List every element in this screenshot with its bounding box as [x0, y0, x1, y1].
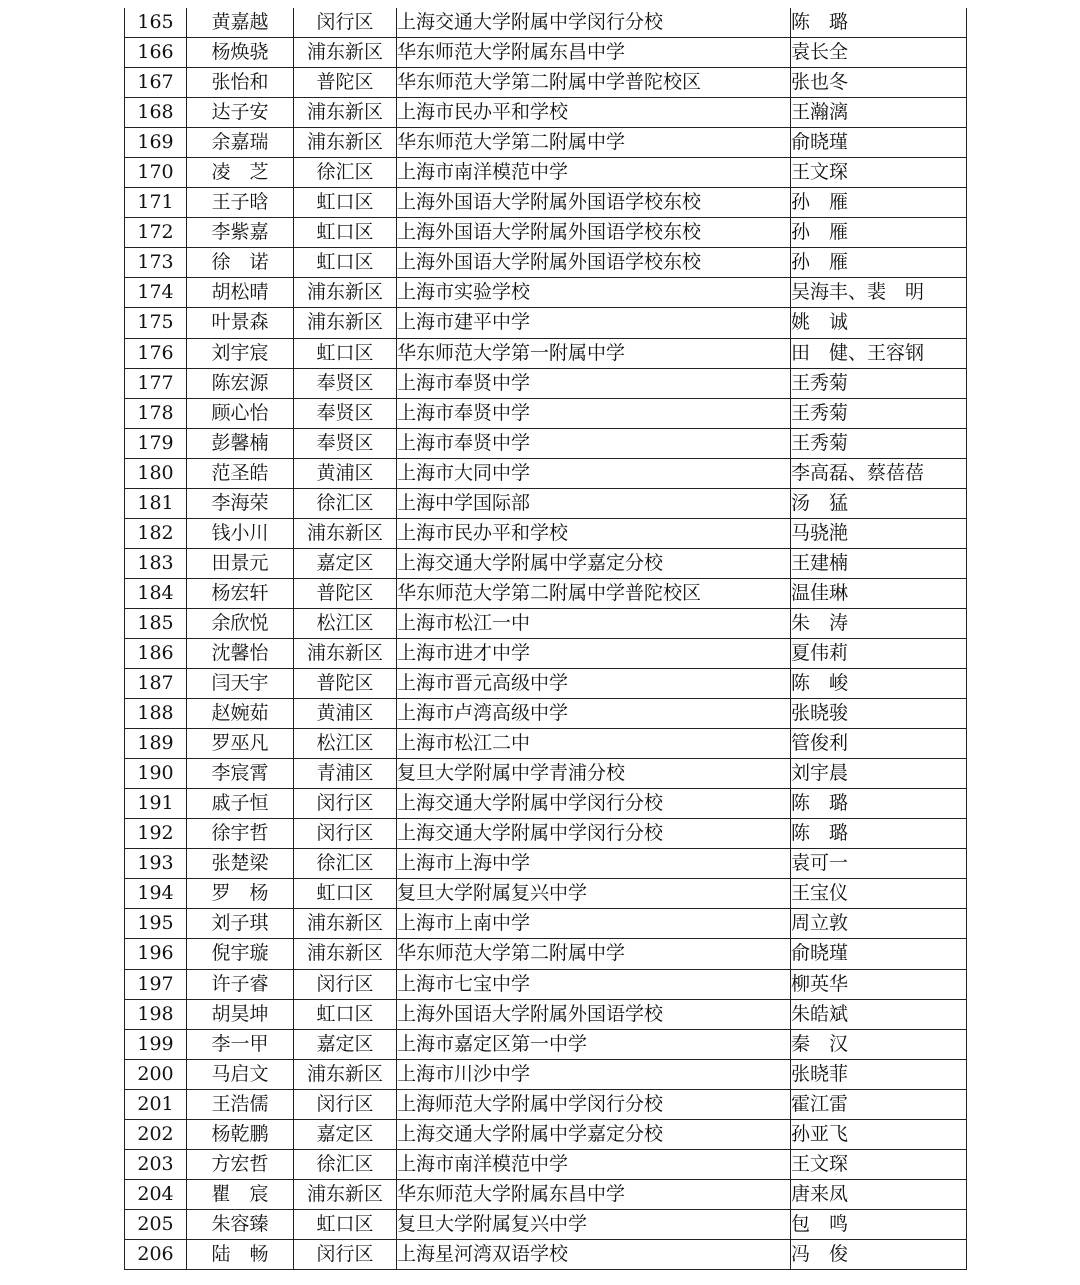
school-name: 华东师范大学附属东昌中学	[397, 1179, 791, 1209]
student-name: 杨焕骁	[187, 38, 294, 68]
roster-table	[124, 8, 967, 1270]
student-name: 陆 畅	[187, 1239, 294, 1269]
school-name: 上海外国语大学附属外国语学校	[397, 999, 791, 1029]
table-row	[125, 849, 967, 879]
student-name: 马启文	[187, 1059, 294, 1089]
district: 普陀区	[294, 68, 397, 98]
row-number: 191	[125, 789, 187, 819]
row-number: 178	[125, 398, 187, 428]
table-row	[125, 248, 967, 278]
student-name: 方宏哲	[187, 1149, 294, 1179]
school-name: 上海市七宝中学	[397, 969, 791, 999]
table-row	[125, 1119, 967, 1149]
district: 闵行区	[294, 8, 397, 38]
row-number: 166	[125, 38, 187, 68]
row-number: 175	[125, 308, 187, 338]
school-name: 上海市南洋模范中学	[397, 158, 791, 188]
row-number: 190	[125, 759, 187, 789]
teacher-name: 袁可一	[791, 849, 967, 879]
district: 徐汇区	[294, 849, 397, 879]
district: 徐汇区	[294, 1149, 397, 1179]
teacher-name: 唐来凤	[791, 1179, 967, 1209]
teacher-name: 俞晓瑾	[791, 128, 967, 158]
row-number: 168	[125, 98, 187, 128]
table-row	[125, 38, 967, 68]
table-row	[125, 759, 967, 789]
school-name: 上海师范大学附属中学闵行分校	[397, 1089, 791, 1119]
row-number: 199	[125, 1029, 187, 1059]
student-name: 李紫嘉	[187, 218, 294, 248]
row-number: 183	[125, 548, 187, 578]
student-name: 李一甲	[187, 1029, 294, 1059]
student-name: 杨乾鹏	[187, 1119, 294, 1149]
teacher-name: 汤 猛	[791, 488, 967, 518]
district: 闵行区	[294, 1089, 397, 1119]
row-number: 182	[125, 518, 187, 548]
teacher-name: 孙 雁	[791, 218, 967, 248]
school-name: 华东师范大学第二附属中学	[397, 128, 791, 158]
school-name: 上海交通大学附属中学闵行分校	[397, 819, 791, 849]
school-name: 上海交通大学附属中学嘉定分校	[397, 548, 791, 578]
school-name: 上海市南洋模范中学	[397, 1149, 791, 1179]
row-number: 203	[125, 1149, 187, 1179]
table-row	[125, 68, 967, 98]
school-name: 上海市奉贤中学	[397, 398, 791, 428]
district: 浦东新区	[294, 638, 397, 668]
row-number: 205	[125, 1209, 187, 1239]
teacher-name: 王秀菊	[791, 368, 967, 398]
school-name: 上海市奉贤中学	[397, 428, 791, 458]
student-name: 戚子恒	[187, 789, 294, 819]
teacher-name: 陈 璐	[791, 819, 967, 849]
table-row	[125, 128, 967, 158]
row-number: 172	[125, 218, 187, 248]
district: 浦东新区	[294, 518, 397, 548]
teacher-name: 张晓骏	[791, 699, 967, 729]
row-number: 197	[125, 969, 187, 999]
teacher-name: 王瀚漓	[791, 98, 967, 128]
district: 奉贤区	[294, 428, 397, 458]
student-name: 余欣悦	[187, 608, 294, 638]
row-number: 200	[125, 1059, 187, 1089]
table-row	[125, 1209, 967, 1239]
district: 闵行区	[294, 789, 397, 819]
student-name: 李海荣	[187, 488, 294, 518]
teacher-name: 夏伟莉	[791, 638, 967, 668]
table-row	[125, 699, 967, 729]
teacher-name: 陈 璐	[791, 8, 967, 38]
teacher-name: 刘宇晨	[791, 759, 967, 789]
row-number: 202	[125, 1119, 187, 1149]
row-number: 176	[125, 338, 187, 368]
district: 嘉定区	[294, 1029, 397, 1059]
school-name: 上海市上南中学	[397, 909, 791, 939]
teacher-name: 吴海丰、裴 明	[791, 278, 967, 308]
row-number: 171	[125, 188, 187, 218]
school-name: 华东师范大学第二附属中学普陀校区	[397, 578, 791, 608]
table-row	[125, 909, 967, 939]
row-number: 196	[125, 939, 187, 969]
teacher-name: 柳英华	[791, 969, 967, 999]
row-number: 167	[125, 68, 187, 98]
teacher-name: 朱 涛	[791, 608, 967, 638]
school-name: 上海市松江二中	[397, 729, 791, 759]
student-name: 罗 杨	[187, 879, 294, 909]
teacher-name: 孙 雁	[791, 248, 967, 278]
school-name: 上海市建平中学	[397, 308, 791, 338]
district: 松江区	[294, 729, 397, 759]
student-name: 彭馨楠	[187, 428, 294, 458]
row-number: 192	[125, 819, 187, 849]
district: 浦东新区	[294, 98, 397, 128]
student-name: 刘子琪	[187, 909, 294, 939]
district: 青浦区	[294, 759, 397, 789]
table-row	[125, 338, 967, 368]
row-number: 186	[125, 638, 187, 668]
table-row	[125, 8, 967, 38]
row-number: 201	[125, 1089, 187, 1119]
student-name: 叶景森	[187, 308, 294, 338]
row-number: 198	[125, 999, 187, 1029]
school-name: 上海外国语大学附属外国语学校东校	[397, 218, 791, 248]
student-name: 张怡和	[187, 68, 294, 98]
school-name: 上海市进才中学	[397, 638, 791, 668]
table-row	[125, 1149, 967, 1179]
school-name: 华东师范大学第二附属中学普陀校区	[397, 68, 791, 98]
table-row	[125, 939, 967, 969]
district: 虹口区	[294, 999, 397, 1029]
row-number: 189	[125, 729, 187, 759]
school-name: 华东师范大学第一附属中学	[397, 338, 791, 368]
district: 嘉定区	[294, 548, 397, 578]
row-number: 184	[125, 578, 187, 608]
school-name: 复旦大学附属复兴中学	[397, 879, 791, 909]
teacher-name: 田 健、王容钢	[791, 338, 967, 368]
district: 嘉定区	[294, 1119, 397, 1149]
student-name: 余嘉瑞	[187, 128, 294, 158]
student-name: 王浩儒	[187, 1089, 294, 1119]
row-number: 174	[125, 278, 187, 308]
table-row	[125, 488, 967, 518]
district: 浦东新区	[294, 308, 397, 338]
row-number: 170	[125, 158, 187, 188]
school-name: 上海交通大学附属中学闵行分校	[397, 789, 791, 819]
table-row	[125, 548, 967, 578]
table-row	[125, 368, 967, 398]
student-name: 罗巫凡	[187, 729, 294, 759]
district: 浦东新区	[294, 128, 397, 158]
district: 浦东新区	[294, 939, 397, 969]
table-row	[125, 1239, 967, 1269]
school-name: 华东师范大学第二附属中学	[397, 939, 791, 969]
row-number: 185	[125, 608, 187, 638]
school-name: 上海市民办平和学校	[397, 98, 791, 128]
table-row	[125, 669, 967, 699]
school-name: 上海市松江一中	[397, 608, 791, 638]
teacher-name: 陈 璐	[791, 789, 967, 819]
row-number: 169	[125, 128, 187, 158]
school-name: 上海市奉贤中学	[397, 368, 791, 398]
teacher-name: 温佳琳	[791, 578, 967, 608]
row-number: 188	[125, 699, 187, 729]
row-number: 180	[125, 458, 187, 488]
school-name: 上海外国语大学附属外国语学校东校	[397, 248, 791, 278]
student-name: 瞿 宸	[187, 1179, 294, 1209]
teacher-name: 俞晓瑾	[791, 939, 967, 969]
district: 闵行区	[294, 819, 397, 849]
table-row	[125, 398, 967, 428]
teacher-name: 霍江雷	[791, 1089, 967, 1119]
district: 虹口区	[294, 188, 397, 218]
school-name: 复旦大学附属中学青浦分校	[397, 759, 791, 789]
school-name: 上海市上海中学	[397, 849, 791, 879]
row-number: 165	[125, 8, 187, 38]
student-name: 钱小川	[187, 518, 294, 548]
table-row	[125, 1059, 967, 1089]
school-name: 华东师范大学附属东昌中学	[397, 38, 791, 68]
table-row	[125, 188, 967, 218]
table-row	[125, 729, 967, 759]
row-number: 204	[125, 1179, 187, 1209]
teacher-name: 秦 汉	[791, 1029, 967, 1059]
table-row	[125, 98, 967, 128]
student-name: 王子晗	[187, 188, 294, 218]
table-row	[125, 218, 967, 248]
teacher-name: 姚 诚	[791, 308, 967, 338]
teacher-name: 王宝仪	[791, 879, 967, 909]
student-name: 沈馨怡	[187, 638, 294, 668]
school-name: 上海中学国际部	[397, 488, 791, 518]
teacher-name: 冯 俊	[791, 1239, 967, 1269]
district: 虹口区	[294, 218, 397, 248]
district: 浦东新区	[294, 1179, 397, 1209]
school-name: 上海市嘉定区第一中学	[397, 1029, 791, 1059]
district: 黄浦区	[294, 699, 397, 729]
student-name: 倪宇璇	[187, 939, 294, 969]
student-name: 达子安	[187, 98, 294, 128]
student-name: 徐 诺	[187, 248, 294, 278]
district: 浦东新区	[294, 278, 397, 308]
district: 虹口区	[294, 248, 397, 278]
teacher-name: 张也冬	[791, 68, 967, 98]
row-number: 179	[125, 428, 187, 458]
district: 浦东新区	[294, 909, 397, 939]
student-name: 陈宏源	[187, 368, 294, 398]
teacher-name: 陈 峻	[791, 669, 967, 699]
table-row	[125, 308, 967, 338]
teacher-name: 孙亚飞	[791, 1119, 967, 1149]
teacher-name: 马骁滟	[791, 518, 967, 548]
teacher-name: 张晓菲	[791, 1059, 967, 1089]
table-row	[125, 518, 967, 548]
teacher-name: 朱皓斌	[791, 999, 967, 1029]
table-row	[125, 578, 967, 608]
student-name: 杨宏轩	[187, 578, 294, 608]
school-name: 上海市晋元高级中学	[397, 669, 791, 699]
district: 黄浦区	[294, 458, 397, 488]
table-row	[125, 1179, 967, 1209]
district: 徐汇区	[294, 158, 397, 188]
student-name: 刘宇宸	[187, 338, 294, 368]
district: 普陀区	[294, 669, 397, 699]
row-number: 187	[125, 669, 187, 699]
teacher-name: 包 鸣	[791, 1209, 967, 1239]
table-row	[125, 969, 967, 999]
student-name: 凌 芝	[187, 158, 294, 188]
district: 普陀区	[294, 578, 397, 608]
school-name: 上海市大同中学	[397, 458, 791, 488]
district: 徐汇区	[294, 488, 397, 518]
row-number: 193	[125, 849, 187, 879]
teacher-name: 李高磊、蔡蓓蓓	[791, 458, 967, 488]
roster-body	[125, 8, 967, 1269]
student-name: 闫天宇	[187, 669, 294, 699]
student-name: 赵婉茹	[187, 699, 294, 729]
table-row	[125, 819, 967, 849]
table-row	[125, 1029, 967, 1059]
district: 浦东新区	[294, 1059, 397, 1089]
district: 虹口区	[294, 338, 397, 368]
district: 松江区	[294, 608, 397, 638]
student-name: 朱容臻	[187, 1209, 294, 1239]
student-name: 田景元	[187, 548, 294, 578]
student-name: 李宸霄	[187, 759, 294, 789]
table-row	[125, 879, 967, 909]
row-number: 195	[125, 909, 187, 939]
table-row	[125, 278, 967, 308]
teacher-name: 孙 雁	[791, 188, 967, 218]
school-name: 上海市卢湾高级中学	[397, 699, 791, 729]
student-name: 顾心怡	[187, 398, 294, 428]
table-row	[125, 1089, 967, 1119]
student-name: 黄嘉越	[187, 8, 294, 38]
school-name: 上海交通大学附属中学嘉定分校	[397, 1119, 791, 1149]
teacher-name: 袁长全	[791, 38, 967, 68]
district: 奉贤区	[294, 368, 397, 398]
student-name: 胡昊坤	[187, 999, 294, 1029]
district: 闵行区	[294, 969, 397, 999]
district: 虹口区	[294, 879, 397, 909]
row-number: 177	[125, 368, 187, 398]
teacher-name: 管俊利	[791, 729, 967, 759]
table-row	[125, 458, 967, 488]
district: 浦东新区	[294, 38, 397, 68]
teacher-name: 周立敦	[791, 909, 967, 939]
district: 闵行区	[294, 1239, 397, 1269]
teacher-name: 王秀菊	[791, 428, 967, 458]
teacher-name: 王文琛	[791, 1149, 967, 1179]
table-row	[125, 158, 967, 188]
student-name: 许子睿	[187, 969, 294, 999]
row-number: 194	[125, 879, 187, 909]
school-name: 上海市川沙中学	[397, 1059, 791, 1089]
school-name: 上海市实验学校	[397, 278, 791, 308]
school-name: 上海交通大学附属中学闵行分校	[397, 8, 791, 38]
district: 奉贤区	[294, 398, 397, 428]
teacher-name: 王文琛	[791, 158, 967, 188]
teacher-name: 王秀菊	[791, 398, 967, 428]
school-name: 上海外国语大学附属外国语学校东校	[397, 188, 791, 218]
row-number: 173	[125, 248, 187, 278]
student-name: 胡松晴	[187, 278, 294, 308]
school-name: 上海市民办平和学校	[397, 518, 791, 548]
teacher-name: 王建楠	[791, 548, 967, 578]
student-name: 范圣皓	[187, 458, 294, 488]
table-row	[125, 608, 967, 638]
student-name: 张楚梁	[187, 849, 294, 879]
row-number: 181	[125, 488, 187, 518]
table-row	[125, 428, 967, 458]
school-name: 上海星河湾双语学校	[397, 1239, 791, 1269]
district: 虹口区	[294, 1209, 397, 1239]
school-name: 复旦大学附属复兴中学	[397, 1209, 791, 1239]
table-row	[125, 789, 967, 819]
row-number: 206	[125, 1239, 187, 1269]
student-name: 徐宇哲	[187, 819, 294, 849]
table-row	[125, 999, 967, 1029]
table-row	[125, 638, 967, 668]
